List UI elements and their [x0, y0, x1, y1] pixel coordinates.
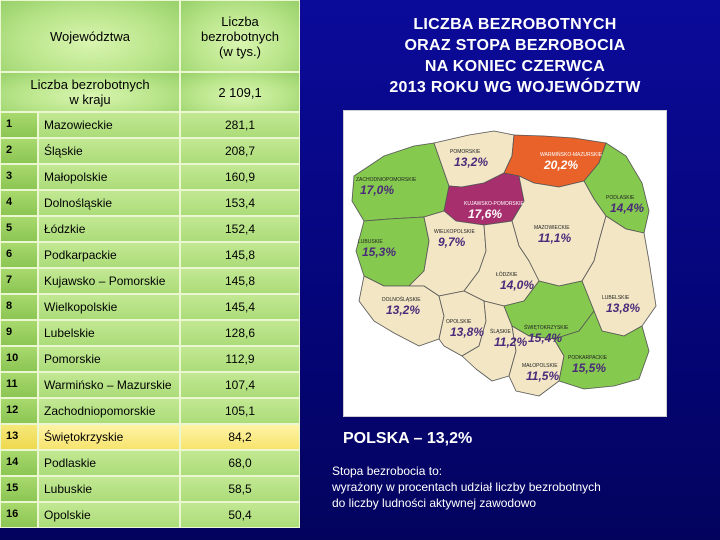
row-unemployed-count: 145,8 — [180, 242, 300, 268]
row-rank: 16 — [0, 502, 38, 528]
row-rank: 1 — [0, 112, 38, 138]
map-region-rate: 15,4% — [528, 331, 563, 345]
row-voivodeship-name: Podkarpackie — [38, 242, 180, 268]
poland-total-rate: POLSKA – 13,2% — [343, 430, 473, 447]
map-region-name: LUBELSKIE — [602, 295, 630, 301]
map-region-rate: 15,3% — [362, 245, 397, 259]
row-unemployed-count: 107,4 — [180, 372, 300, 398]
map-region-rate: 17,6% — [468, 207, 503, 221]
row-unemployed-count: 68,0 — [180, 450, 300, 476]
map-region-rate: 11,1% — [538, 231, 572, 245]
poland-map — [343, 110, 667, 417]
row-unemployed-count: 152,4 — [180, 216, 300, 242]
row-unemployed-count: 128,6 — [180, 320, 300, 346]
row-rank: 9 — [0, 320, 38, 346]
row-voivodeship-name: Warmińsko – Mazurskie — [38, 372, 180, 398]
row-voivodeship-name: Małopolskie — [38, 164, 180, 190]
row-unemployed-count: 58,5 — [180, 476, 300, 502]
row-rank: 14 — [0, 450, 38, 476]
row-voivodeship-name: Mazowieckie — [38, 112, 180, 138]
title-line-4: 2013 ROKU WG WOJEWÓDZTW — [389, 79, 641, 96]
map-region-name: ZACHODNIOPOMORSKIE — [356, 177, 417, 183]
map-region-name: ŚLĄSKIE — [490, 329, 511, 335]
row-rank: 6 — [0, 242, 38, 268]
definition-line-2: wyrażony w procentach udział liczby bezrobotnych — [332, 480, 601, 494]
row-unemployed-count: 84,2 — [180, 424, 300, 450]
row-voivodeship-name: Opolskie — [38, 502, 180, 528]
header-voivodeships: Województwa — [0, 0, 180, 72]
row-rank: 2 — [0, 138, 38, 164]
header-count: Liczba bezrobotnych (w tys.) — [180, 0, 300, 72]
map-region-rate: 13,2% — [454, 155, 489, 169]
map-region-name: MAZOWIECKIE — [534, 225, 570, 231]
row-voivodeship-name: Zachodniopomorskie — [38, 398, 180, 424]
map-region-name: WIELKOPOLSKIE — [434, 229, 475, 235]
map-region-rate: 11,2% — [494, 335, 528, 349]
map-region-rate: 14,0% — [500, 278, 535, 292]
row-rank: 10 — [0, 346, 38, 372]
map-region-rate: 14,4% — [610, 201, 645, 215]
map-region-name: PODLASKIE — [606, 195, 635, 201]
title-line-1: LICZBA BEZROBOTNYCH — [413, 16, 617, 33]
map-region-rate: 11,5% — [526, 369, 560, 383]
map-region-rate: 9,7% — [438, 235, 466, 249]
map-region-rate: 13,2% — [386, 303, 421, 317]
map-region-rate: 13,8% — [450, 325, 485, 339]
row-rank: 7 — [0, 268, 38, 294]
row-unemployed-count: 105,1 — [180, 398, 300, 424]
row-unemployed-count: 50,4 — [180, 502, 300, 528]
row-unemployed-count: 281,1 — [180, 112, 300, 138]
row-rank: 11 — [0, 372, 38, 398]
map-region-rate: 17,0% — [360, 183, 395, 197]
map-region-name: OPOLSKIE — [446, 319, 472, 325]
row-voivodeship-name: Kujawsko – Pomorskie — [38, 268, 180, 294]
map-region-name: KUJAWSKO-POMORSKIE — [464, 201, 524, 207]
definition-text — [332, 463, 712, 511]
row-rank: 13 — [0, 424, 38, 450]
row-rank: 15 — [0, 476, 38, 502]
row-voivodeship-name: Świętokrzyskie — [38, 424, 180, 450]
row-rank: 5 — [0, 216, 38, 242]
row-voivodeship-name: Podlaskie — [38, 450, 180, 476]
definition-line-1: Stopa bezrobocia to: — [332, 464, 443, 478]
national-label: Liczba bezrobotnych w kraju — [0, 72, 180, 112]
map-region-name: LUBUSKIE — [358, 239, 383, 245]
row-unemployed-count: 145,4 — [180, 294, 300, 320]
unemployment-table — [0, 0, 300, 540]
national-value: 2 109,1 — [180, 72, 300, 112]
definition-line-3: do liczby ludności aktywnej zawodowo — [332, 496, 537, 510]
row-rank: 8 — [0, 294, 38, 320]
row-voivodeship-name: Śląskie — [38, 138, 180, 164]
page-title — [350, 14, 680, 98]
title-line-3: NA KONIEC CZERWCA — [424, 58, 606, 75]
map-region-name: ŚWIĘTOKRZYSKIE — [524, 325, 569, 331]
map-region-name: MAŁOPOLSKIE — [522, 363, 558, 369]
map-region-name: WARMIŃSKO-MAZURSKIE — [540, 152, 603, 158]
row-voivodeship-name: Lubelskie — [38, 320, 180, 346]
row-unemployed-count: 145,8 — [180, 268, 300, 294]
row-unemployed-count: 112,9 — [180, 346, 300, 372]
title-line-2: ORAZ STOPA BEZROBOCIA — [404, 37, 626, 54]
map-region-name: DOLNOŚLĄSKIE — [382, 297, 421, 303]
map-region-rate: 13,8% — [606, 301, 641, 315]
poland-map-svg — [344, 111, 666, 416]
map-region-name: ŁÓDZKIE — [496, 272, 518, 278]
row-rank: 4 — [0, 190, 38, 216]
row-rank: 12 — [0, 398, 38, 424]
row-voivodeship-name: Dolnośląskie — [38, 190, 180, 216]
row-unemployed-count: 153,4 — [180, 190, 300, 216]
map-region-rate: 20,2% — [544, 158, 579, 172]
map-region-rate: 15,5% — [572, 361, 607, 375]
row-rank: 3 — [0, 164, 38, 190]
row-voivodeship-name: Lubuskie — [38, 476, 180, 502]
map-region-name: PODKARPACKIE — [568, 355, 608, 361]
map-region-name: POMORSKIE — [450, 149, 481, 155]
row-voivodeship-name: Łódzkie — [38, 216, 180, 242]
row-unemployed-count: 160,9 — [180, 164, 300, 190]
row-voivodeship-name: Wielkopolskie — [38, 294, 180, 320]
row-unemployed-count: 208,7 — [180, 138, 300, 164]
row-voivodeship-name: Pomorskie — [38, 346, 180, 372]
